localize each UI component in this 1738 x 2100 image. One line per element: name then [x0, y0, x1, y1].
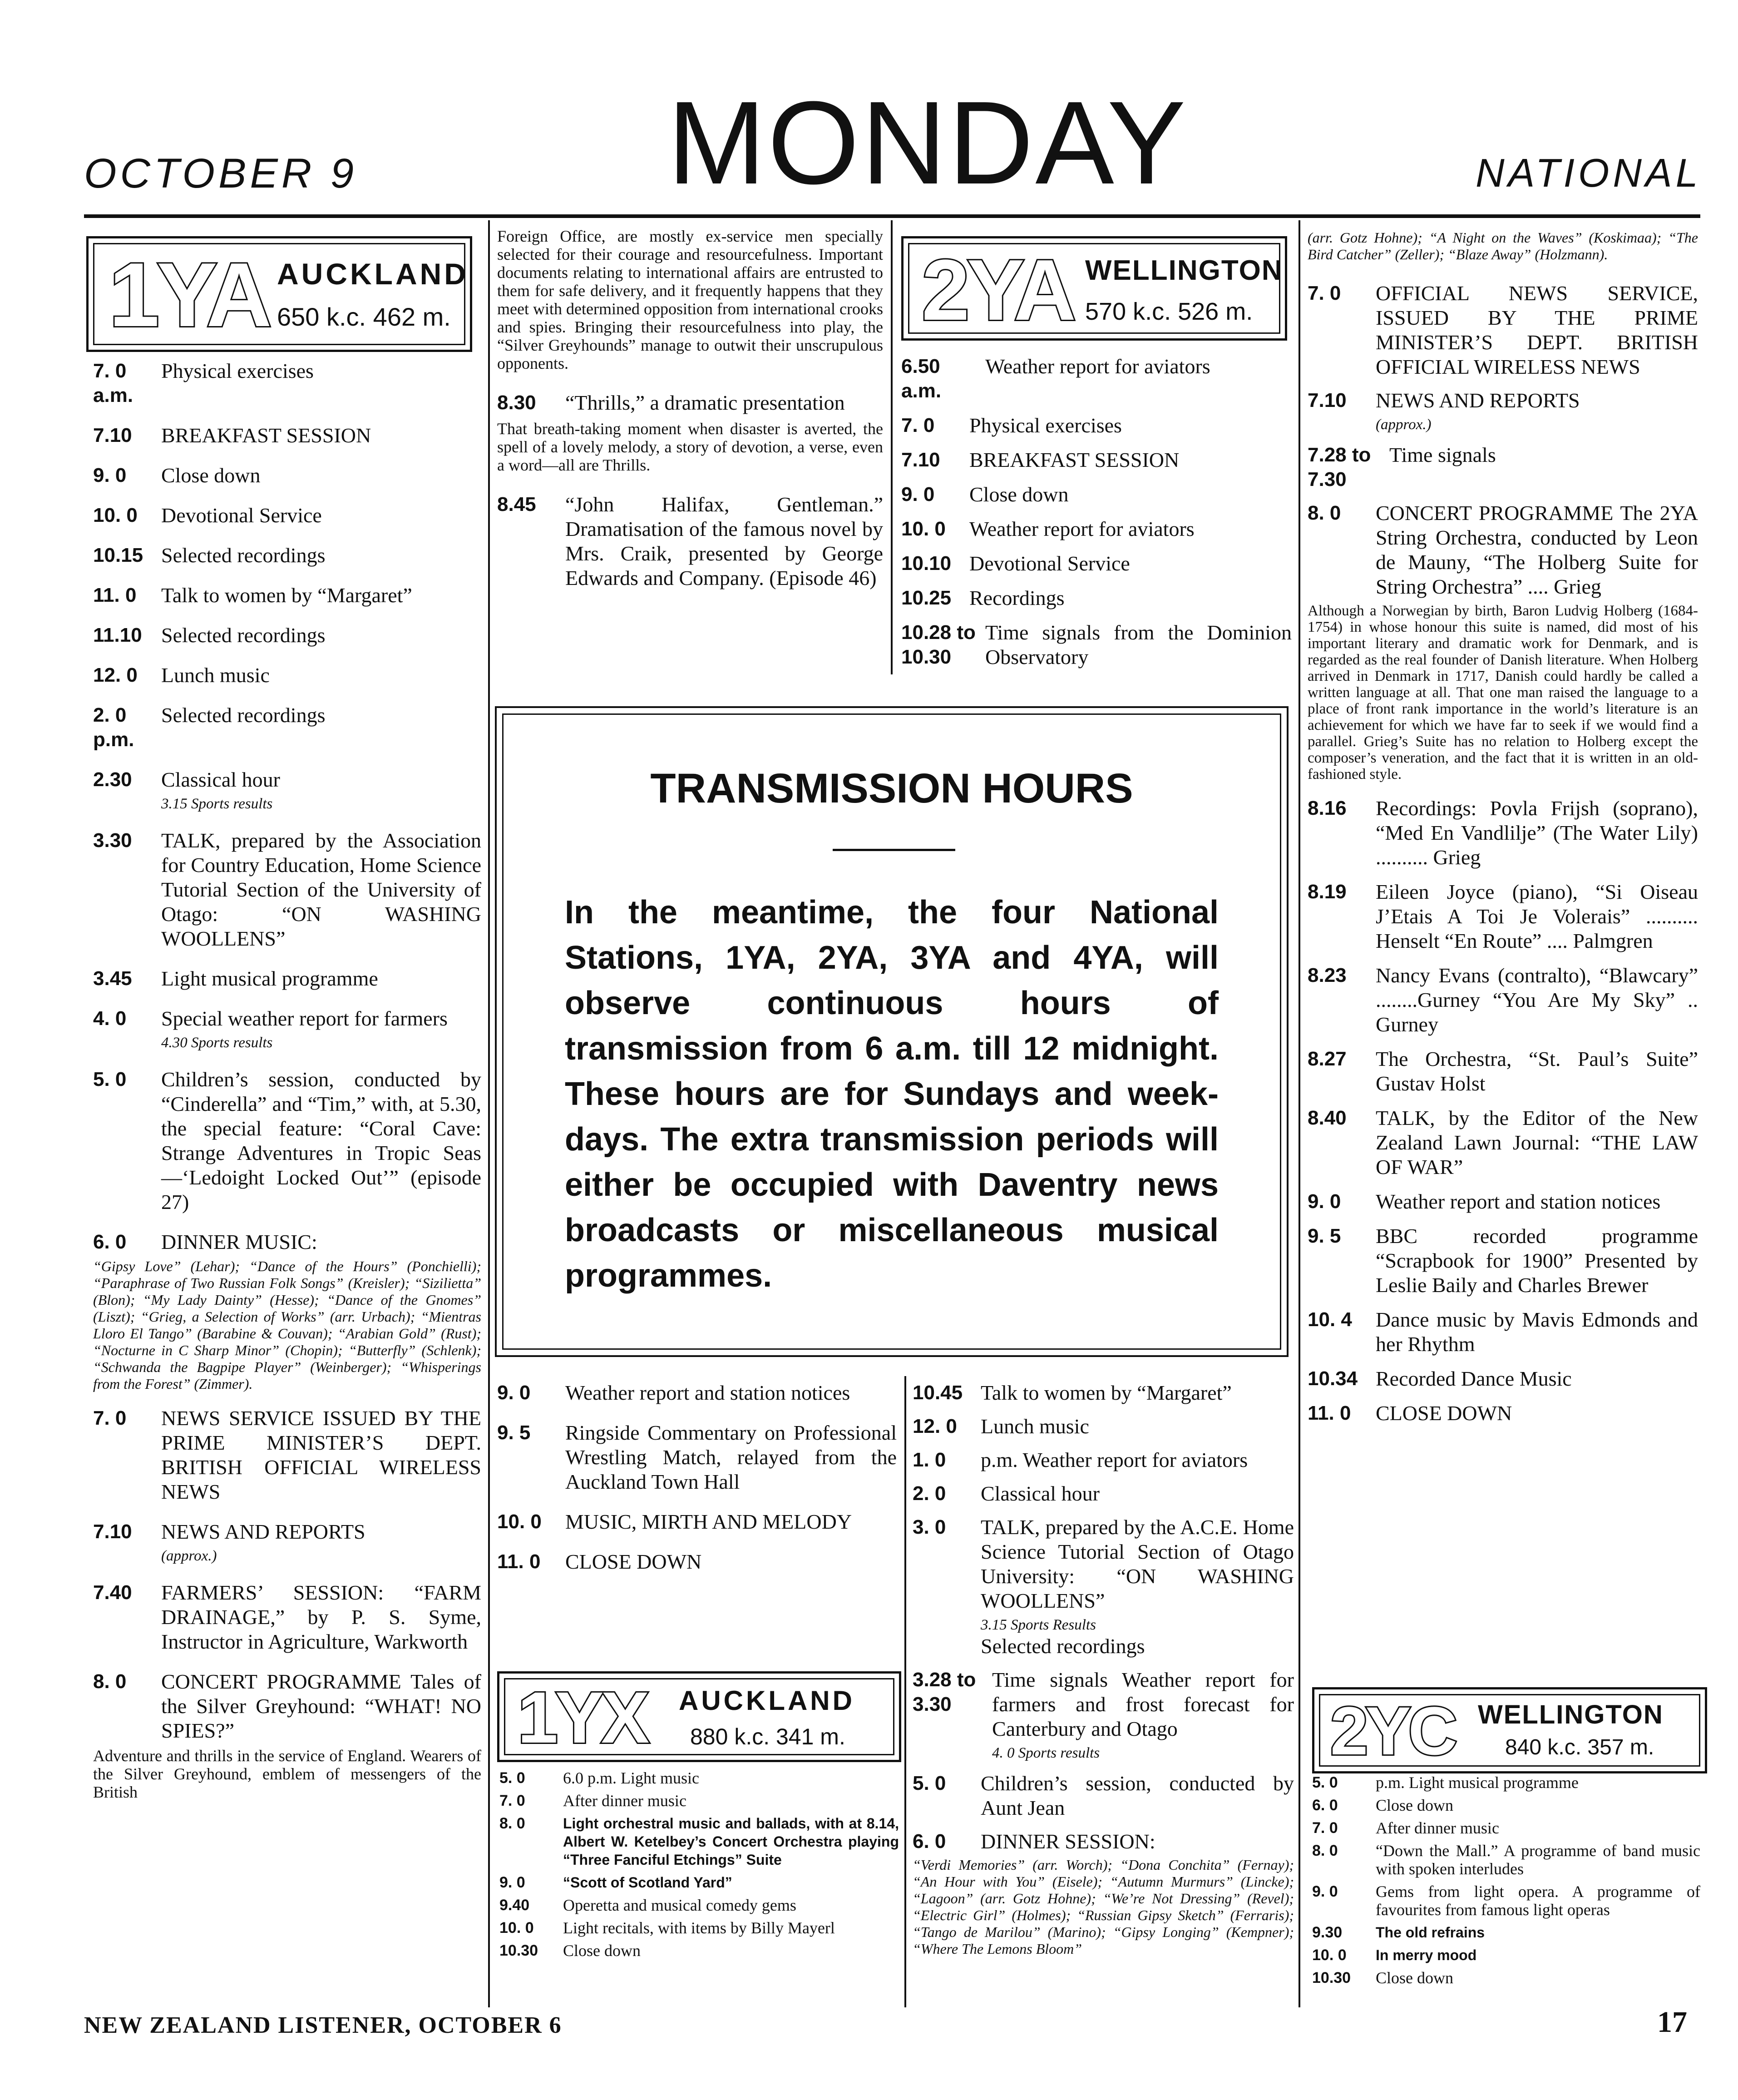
- column-divider: [488, 220, 490, 2007]
- time: 9. 0: [93, 464, 127, 486]
- program: BBC recorded programme “Scrapbook for 1900” Presented by Leslie Baily and Charles Brewer: [1376, 1224, 1698, 1297]
- time: 8.45: [497, 493, 536, 515]
- time: 7. 0: [901, 414, 935, 436]
- time: 7.10: [93, 424, 132, 446]
- program: Close down: [1376, 1969, 1453, 1987]
- program: Nancy Evans (contralto), “Blawcary” ........Gurney “You Are My Sky” .. Gurney: [1376, 964, 1698, 1036]
- sub-note: 3.15 Sports Results: [981, 1617, 1096, 1633]
- dinner-session-list: “Verdi Memories” (arr. Worch); “Dona Conchita” (Fernay); “An Hour with You” (Eisele); “Autumn Murmurs” (Lincke); “Lagoon” (arr. Gotz Hohne); “We’re Not Dressing” (Revel); “Electric Girl” (Holmes); “Russian Gipsy Sketch” (Ferraris); “Tango de Marilou” (Marino); “Gipsy Longing” (Kempner); “Where The Lemons Bloom”: [913, 1857, 1294, 1957]
- time: 10. 4: [1308, 1308, 1352, 1331]
- time: 10. 0: [901, 518, 946, 540]
- program: “Scott of Scotland Yard”: [563, 1874, 732, 1891]
- time: 10. 0: [93, 504, 138, 526]
- dinner-session-list-continued: (arr. Gotz Hohne); “A Night on the Waves” (Koskimaa); “The Bird Catcher” (Zeller); “Blaze Away” (Holzmann).: [1308, 229, 1698, 262]
- header-date: OCTOBER 9: [84, 150, 357, 197]
- time: 9. 5: [497, 1421, 531, 1444]
- program: “John Halifax, Gentleman.” Dramatisation of the famous novel by Mrs. Craik, presented by George Edwards and Company. (Episode 46): [565, 493, 883, 589]
- page-number: 17: [1657, 2006, 1687, 2039]
- program: Close down: [161, 464, 261, 487]
- program: p.m. Weather report for aviators: [981, 1448, 1248, 1471]
- time: 10.10: [901, 552, 952, 575]
- program: Eileen Joyce (piano), “Si Oiseau J’Etais A Toi Je Volerais” .......... Henselt “En Route” .... Palmgren: [1376, 880, 1698, 952]
- article-text: Foreign Office, are mostly ex-service men specially selected for their courage and resourcefulness. Important documents relating to international affairs are entrusted to them for safe delivery, and it frequently happens that they meet with determined opposition from international crooks and spies. Bringing their resourcefulness into play, the “Silver Greyhounds” manage to outwit their unscrupulous opponents.: [497, 227, 883, 372]
- program: TALK, by the Editor of the New Zealand Lawn Journal: “THE LAW OF WAR”: [1376, 1106, 1698, 1179]
- time: 5. 0: [93, 1068, 127, 1090]
- time: 10.15: [93, 544, 143, 566]
- program: Physical exercises: [969, 414, 1122, 437]
- time: 6. 0: [913, 1830, 946, 1852]
- program: Recordings: Povla Frijsh (soprano), “Med En Vandlilje” (The Water Lily) .......... Grieg: [1376, 797, 1698, 869]
- time: 8.30: [497, 391, 536, 414]
- program: TALK, prepared by the A.C.E. Home Science Tutorial Section of Otago University: “ON WASHING WOOLLENS”: [981, 1516, 1294, 1612]
- program: Children’s session, conducted by Aunt Jean: [981, 1772, 1294, 1819]
- program: Talk to women by “Margaret”: [981, 1381, 1232, 1404]
- time: 11.10: [93, 624, 142, 646]
- column-2ya-evening: [1308, 229, 1698, 1436]
- time: 12. 0: [93, 664, 138, 686]
- program: Close down: [1376, 1796, 1453, 1814]
- time: 3.28 to 3.30: [913, 1669, 976, 1715]
- program: Selected recordings: [981, 1634, 1145, 1658]
- time: 8.16: [1308, 797, 1347, 819]
- freq-1yx: 880 k.c. 341 m.: [690, 1724, 845, 1749]
- program: CONCERT PROGRAMME The 2YA String Orchestra, conducted by Leon de Mauny, “The Holberg Suite for String Orchestra” .... Grieg: [1376, 501, 1698, 598]
- program: Selected recordings: [161, 624, 326, 647]
- time: 8. 0: [499, 1815, 525, 1832]
- time: 3. 0: [913, 1516, 946, 1538]
- city-1ya: AUCKLAND: [277, 257, 469, 291]
- time: 8.40: [1308, 1107, 1347, 1129]
- transmission-title: TRANSMISSION HOURS: [650, 765, 1133, 812]
- sub-note: 4.30 Sports results: [161, 1035, 273, 1051]
- program: After dinner music: [1376, 1819, 1499, 1837]
- program: “Thrills,” a dramatic presentation: [565, 391, 845, 414]
- time: 7. 0 a.m.: [93, 360, 133, 406]
- program: Lunch music: [161, 664, 270, 687]
- program: “Down the Mall.” A programme of band music with spoken interludes: [1376, 1842, 1700, 1878]
- program: CLOSE DOWN: [1376, 1402, 1512, 1425]
- article-text: Adventure and thrills in the service of England. Wearers of the Silver Greyhound, emblem of messengers of the British: [93, 1747, 481, 1801]
- callsign-1ya: 1YA: [109, 244, 269, 346]
- station-box-2ya: [901, 236, 1287, 341]
- program: TALK, prepared by the Association for Country Education, Home Science Tutorial Section of the University of Otago: “ON WASHING WOOLLENS”: [161, 829, 481, 950]
- sub-note: (approx.): [161, 1548, 217, 1564]
- program: Light orchestral music and ballads, with at 8.14, Albert W. Ketelbey’s Concert Orchestra playing “Three Fanciful Etchings” Suite: [563, 1815, 899, 1868]
- program: CONCERT PROGRAMME Tales of the Silver Greyhound: “WHAT! NO SPIES?”: [161, 1670, 481, 1742]
- program: Operetta and musical comedy gems: [563, 1896, 796, 1914]
- column-1ya-evening: [497, 1381, 897, 1590]
- time: 7.28 to 7.30: [1308, 444, 1371, 490]
- program: Classical hour: [161, 768, 280, 791]
- freq-2ya: 570 k.c. 526 m.: [1085, 298, 1253, 325]
- program: Light recitals, with items by Billy Mayerl: [563, 1919, 835, 1937]
- column-1ya-continued: [497, 227, 883, 606]
- time: 7. 0: [1308, 282, 1341, 304]
- program: BREAKFAST SESSION: [969, 448, 1180, 471]
- time: 10.28 to 10.30: [901, 621, 976, 668]
- program: CLOSE DOWN: [565, 1550, 702, 1573]
- time: 5. 0: [1312, 1774, 1338, 1791]
- header-rule: [84, 214, 1700, 218]
- time: 2. 0 p.m.: [93, 704, 134, 751]
- station-box-1ya: [86, 236, 472, 352]
- time: 5. 0: [913, 1772, 946, 1794]
- time: 9. 0: [1308, 1190, 1341, 1213]
- program: Weather report and station notices: [1376, 1190, 1661, 1213]
- program: Weather report for aviators: [969, 517, 1195, 540]
- time: 9. 0: [499, 1874, 525, 1891]
- time: 9. 5: [1308, 1225, 1341, 1247]
- time: 10.34: [1308, 1367, 1358, 1390]
- city-2yc: WELLINGTON: [1478, 1700, 1664, 1729]
- time: 8.19: [1308, 881, 1347, 903]
- column-divider: [1299, 220, 1300, 2007]
- program: Light musical programme: [161, 967, 378, 990]
- page-title: MONDAY: [667, 77, 1188, 209]
- column-1yx: [499, 1769, 899, 1964]
- program: In merry mood: [1376, 1947, 1477, 1963]
- sub-note: 4. 0 Sports results: [992, 1745, 1100, 1761]
- city-2ya: WELLINGTON: [1085, 255, 1283, 286]
- time: 2. 0: [913, 1482, 946, 1505]
- time: 7.40: [93, 1581, 132, 1604]
- program: Time signals Weather report for farmers and frost forecast for Canterbury and Otago: [992, 1668, 1294, 1740]
- time: 9. 0: [1312, 1883, 1338, 1900]
- program: MUSIC, MIRTH AND MELODY: [565, 1510, 852, 1533]
- time: 9.40: [499, 1897, 530, 1914]
- program: Physical exercises: [161, 359, 314, 382]
- column-2yc: [1312, 1773, 1700, 1991]
- time: 9.30: [1312, 1924, 1343, 1941]
- time: 7. 0: [499, 1792, 525, 1809]
- footer-publication: NEW ZEALAND LISTENER, OCTOBER 6: [84, 2012, 562, 2038]
- time: 8. 0: [1312, 1842, 1338, 1859]
- time: 8.27: [1308, 1048, 1347, 1070]
- program: DINNER SESSION:: [981, 1830, 1155, 1853]
- program: NEWS AND REPORTS: [1376, 389, 1580, 412]
- time: 2.30: [93, 768, 132, 791]
- program: Ringside Commentary on Professional Wrestling Match, relayed from the Auckland Town Hall: [565, 1421, 897, 1493]
- time: 7.10: [93, 1521, 132, 1543]
- program: OFFICIAL NEWS SERVICE, ISSUED BY THE PRIME MINISTER’S DEPT. BRITISH OFFICIAL WIRELESS NEWS: [1376, 282, 1698, 378]
- callsign-2ya: 2YA: [922, 242, 1074, 338]
- time: 9. 0: [497, 1382, 531, 1404]
- time: 6. 0: [93, 1231, 127, 1253]
- time: 8.23: [1308, 964, 1347, 986]
- time: 10.45: [913, 1382, 963, 1404]
- time: 10. 0: [499, 1919, 534, 1937]
- program: NEWS SERVICE ISSUED BY THE PRIME MINISTER’S DEPT. BRITISH OFFICIAL WIRELESS NEWS: [161, 1407, 481, 1503]
- column-2ya: [901, 354, 1292, 679]
- freq-1ya: 650 k.c. 462 m.: [277, 302, 451, 331]
- column-2ya-daytime: [913, 1381, 1294, 1957]
- time: 10.30: [499, 1942, 538, 1959]
- transmission-hours-box: [495, 706, 1289, 1357]
- time: 1. 0: [913, 1449, 946, 1471]
- sub-note: 3.15 Sports results: [161, 796, 273, 812]
- time: 10. 0: [497, 1511, 542, 1533]
- program: p.m. Light musical programme: [1376, 1773, 1579, 1792]
- column-divider: [904, 1376, 906, 2007]
- program: The Orchestra, “St. Paul’s Suite” Gustav Holst: [1376, 1047, 1698, 1095]
- time: 8. 0: [93, 1670, 127, 1693]
- program: After dinner music: [563, 1792, 686, 1810]
- header-network: NATIONAL: [1476, 150, 1702, 195]
- program: Devotional Service: [969, 552, 1130, 575]
- time: 7.10: [1308, 389, 1347, 411]
- program: The old refrains: [1376, 1924, 1485, 1941]
- time: 11. 0: [93, 584, 137, 606]
- program: Lunch music: [981, 1415, 1089, 1438]
- callsign-2yc: 2YC: [1330, 1693, 1455, 1769]
- program: BREAKFAST SESSION: [161, 424, 371, 447]
- program: Close down: [563, 1942, 641, 1960]
- program: Talk to women by “Margaret”: [161, 584, 412, 607]
- time: 3.45: [93, 967, 132, 990]
- title-underline: [833, 849, 955, 851]
- station-box-1yx: [497, 1671, 901, 1762]
- time: 11. 0: [497, 1550, 541, 1573]
- sub-note: (approx.): [1376, 416, 1432, 433]
- program: Time signals: [1389, 443, 1496, 466]
- program: Close down: [969, 483, 1069, 506]
- station-box-2yc: [1312, 1687, 1707, 1773]
- callsign-1yx: 1YX: [518, 1677, 647, 1758]
- program: FARMERS’ SESSION: “FARM DRAINAGE,” by P. S. Syme, Instructor in Agriculture, Warkworth: [161, 1581, 481, 1653]
- program-note: Although a Norwegian by birth, Baron Ludvig Holberg (1684-1754) in whose honour this suite is named, did most of his important literary and dramatic work for Denmark, and is regarded as the real founder of Danish literature. When Holberg arrived in Denmark in 1717, Danish could hardly be called a written language at all. That one man raised the language to a place of front rank importance in the world’s literature is an achievement for which we have far to seek if we would find a parallel. Grieg’s Suite has no relation to Holberg except the composer’s veneration, and the fact that it is written in an old-fashioned style.: [1308, 603, 1698, 783]
- program: Dance music by Mavis Edmonds and her Rhythm: [1376, 1308, 1698, 1356]
- time: 10. 0: [1312, 1946, 1347, 1964]
- time: 9. 0: [901, 483, 935, 505]
- freq-2yc: 840 k.c. 357 m.: [1505, 1735, 1654, 1759]
- column-1ya: [93, 359, 481, 1801]
- program: Selected recordings: [161, 703, 326, 727]
- time: 6.50 a.m.: [901, 355, 942, 402]
- program-note: That breath-taking moment when disaster is averted, the spell of a lovely melody, a story of devotion, a verse, even a word—all are Thrills.: [497, 420, 883, 474]
- time: 6. 0: [1312, 1797, 1338, 1814]
- time: 8. 0: [1308, 502, 1341, 524]
- time: 5. 0: [499, 1769, 525, 1787]
- time: 10.25: [901, 587, 952, 609]
- program: DINNER MUSIC:: [161, 1230, 317, 1253]
- program: Recordings: [969, 586, 1065, 609]
- program: Weather report and station notices: [565, 1381, 850, 1404]
- program: Gems from light opera. A programme of favourites from famous light operas: [1376, 1882, 1700, 1919]
- program: Selected recordings: [161, 544, 326, 567]
- time: 7.10: [901, 449, 940, 471]
- time: 11. 0: [1308, 1402, 1351, 1424]
- program: NEWS AND REPORTS: [161, 1520, 365, 1543]
- time: 3.30: [93, 829, 132, 852]
- time: 10.30: [1312, 1969, 1351, 1986]
- program: Time signals from the Dominion Observatory: [985, 621, 1292, 669]
- time: 4. 0: [93, 1007, 127, 1030]
- program: Children’s session, conducted by “Cinderella” and “Tim,” with, at 5.30, the special feature: “Coral Cave: Strange Adventures in Tropic Seas—‘Ledoight Locked Out’” (episode 27): [161, 1068, 481, 1213]
- dinner-music-list: “Gipsy Love” (Lehar); “Dance of the Hours” (Ponchielli); “Paraphrase of Two Russian Folk Songs” (Kreisler); “Sizilietta” (Blon); “My Lady Dainty” (Hesse); “Dance of the Gnomes” (Liszt); “Grieg, a Selection of Works” (arr. Urbach); “Mientras Lloro El Tango” (Barabine & Couvan); “Arabian Gold” (Rust); “Nocturne in C Sharp Minor” (Chopin); “Butterfly” (Schlenk); “Schwanda the Bagpipe Player” (Weinberger); “Whisperings from the Forest” (Zimmer).: [93, 1258, 481, 1392]
- program: Devotional Service: [161, 504, 322, 527]
- column-divider: [891, 220, 893, 674]
- program: Classical hour: [981, 1482, 1100, 1505]
- program: 6.0 p.m. Light music: [563, 1769, 699, 1787]
- time: 12. 0: [913, 1415, 957, 1437]
- program: Special weather report for farmers: [161, 1007, 448, 1030]
- program: Recorded Dance Music: [1376, 1367, 1572, 1390]
- program: Weather report for aviators: [985, 355, 1210, 378]
- city-1yx: AUCKLAND: [679, 1685, 855, 1716]
- transmission-body: In the meantime, the four National Stations, 1YA, 2YA, 3YA and 4YA, will observe continuous hours of transmission from 6 a.m. till 12 midnight. These hours are for Sundays and week-days. The extra transmission periods will either be occupied with Daventry news broadcasts or miscellaneous musical programmes.: [565, 894, 1219, 1294]
- time: 7. 0: [1312, 1819, 1338, 1837]
- time: 7. 0: [93, 1407, 127, 1429]
